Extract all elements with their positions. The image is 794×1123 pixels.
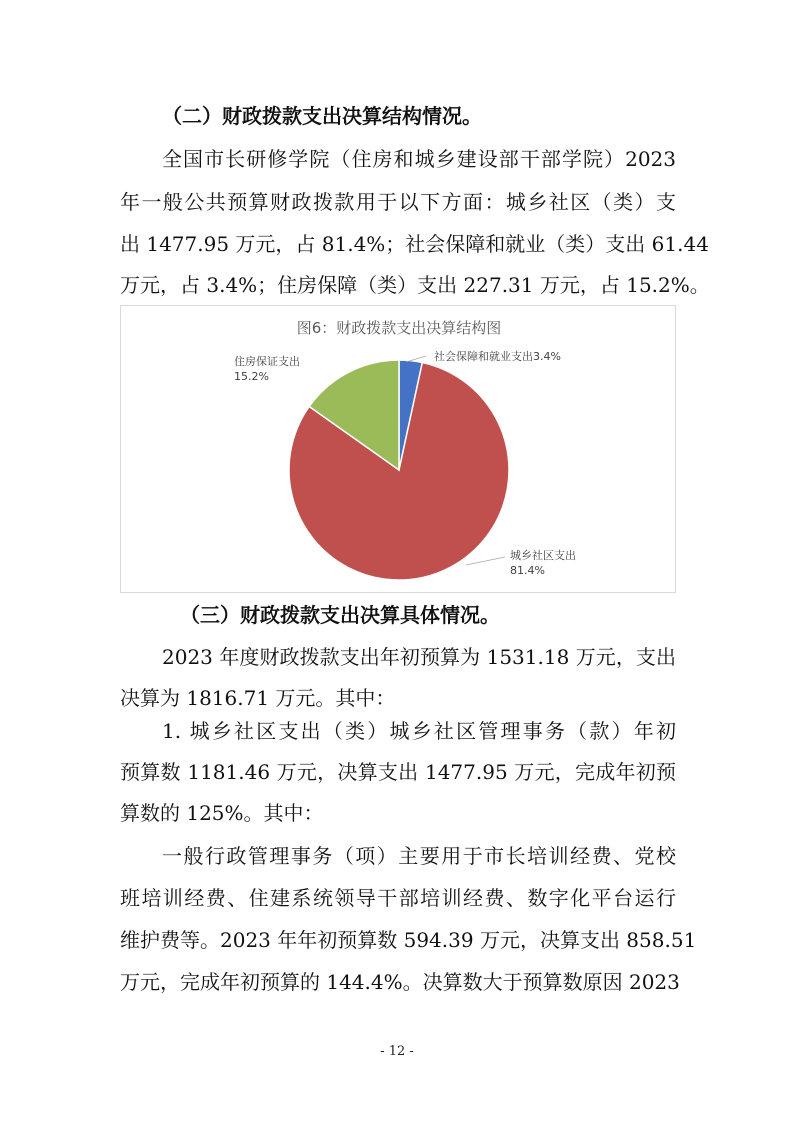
paragraph-line: 万元，占 3.4%；住房保障（类）支出 227.31 万元，占 15.2%。: [120, 273, 710, 297]
section-heading-detail: （三）财政拨款支出决算具体情况。: [180, 603, 500, 627]
pie-slice-label: 城乡社区支出 81.4%: [510, 549, 576, 577]
paragraph-line: 出 1477.95 万元，占 81.4%；社会保障和就业（类）支出 61.44: [120, 232, 709, 256]
paragraph-line: 年一般公共预算财政拨款用于以下方面：城乡社区（类）支: [120, 190, 676, 214]
pie-slice-label: 住房保证支出 15.2%: [234, 355, 300, 383]
paragraph-line: 一般行政管理事务（项）主要用于市长培训经费、党校: [162, 844, 676, 868]
pie-chart-svg: [121, 306, 677, 594]
chart-title: 图6：财政拨款支出决算结构图: [296, 319, 502, 337]
pie-chart: [120, 305, 676, 593]
paragraph-line: 2023 年度财政拨款支出年初预算为 1531.18 万元，支出: [162, 645, 676, 669]
pie-slice-label: 社会保障和就业支出3.4%: [434, 350, 561, 363]
page-number: - 12 -: [380, 1044, 414, 1059]
paragraph-line: 算数的 125%。其中：: [120, 801, 324, 825]
pie-leader-line: [466, 557, 505, 565]
paragraph-line: 班培训经费、住建系统领导干部培训经费、数字化平台运行: [120, 886, 676, 910]
paragraph-line: 决算为 1816.71 万元。其中：: [120, 686, 396, 710]
paragraph-line: 维护费等。2023 年年初预算数 594.39 万元，决算支出 858.51: [120, 928, 697, 952]
paragraph-line: 1. 城乡社区支出（类）城乡社区管理事务（款）年初: [162, 719, 676, 743]
paragraph-line: 万元，完成年初预算的 144.4%。决算数大于预算数原因 2023: [120, 970, 680, 994]
paragraph-line: 预算数 1181.46 万元，决算支出 1477.95 万元，完成年初预: [120, 760, 676, 784]
paragraph-line: 全国市长研修学院（住房和城乡建设部干部学院）2023: [162, 147, 676, 171]
section-heading-structure: （二）财政拨款支出决算结构情况。: [162, 104, 482, 128]
